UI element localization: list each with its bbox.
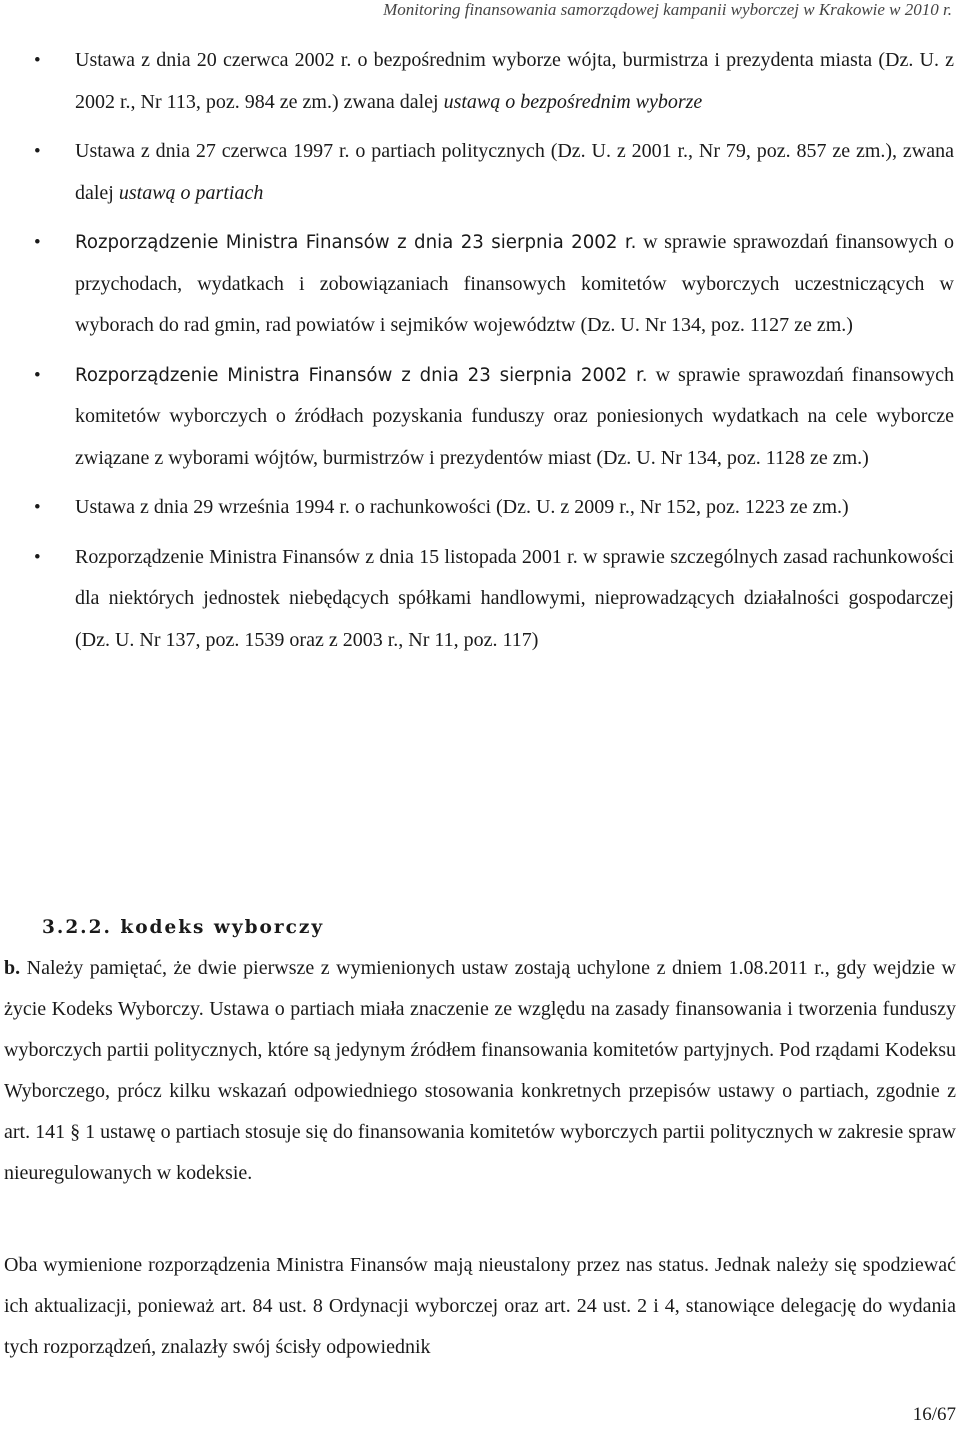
list-item-text: Ustawa z dnia 20 czerwca 2002 r. o bezpośrednim wyborze wójta, burmistrza i prezydenta miasta (Dz. U. z 2002 r., Nr 113, poz. 984 ze zm.) zwana dalej [75,49,954,113]
bullet-icon: • [34,141,41,162]
paragraph-text: Należy pamiętać, że dwie pierwsze z wymienionych ustaw zostają uchylone z dniem 1.08.2011 r., gdy wejdzie w życie Kodeks Wyborczy. Ustawa o partiach miała znaczenie ze względu na zasady finansowania i tworzenia funduszy wyborczych partii politycznych, które są jedynym źródłem finansowania komitetów partyjnych. Pod rządami Kodeksu Wyborczego, prócz kilku wskazań odpowiedniego stosowania konkretnych przepisów ustawy o partiach, zgodnie z art. 141 § 1 ustawę o partiach stosuje się do finansowania komitetów wyborczych partii politycznych w zakresie spraw nieuregulowanych w kodeksie. [4,957,956,1184]
list-item-text: Ustawa z dnia 27 czerwca 1997 r. o partiach politycznych (Dz. U. z 2001 r., Nr 79, poz. 857 ze zm.), zwana dalej [75,140,954,204]
list-item [0,131,960,214]
bullet-icon: • [34,50,41,71]
bullet-icon: • [34,364,41,386]
section-heading: 3.2.2. kodeks wyborczy [42,917,325,938]
bullet-icon: • [34,546,41,568]
list-item [0,487,960,529]
list-item-text: w sprawie sprawozdań finansowych komitetów wyborczych o źródłach pozyskania funduszy oraz poniesionych wydatkach na cele wyborcze związane z wyborami wójtów, burmistrzów i prezydentów miast (Dz. U. Nr 134, poz. 1128 ze zm.) [75,363,954,469]
body-paragraph [4,1245,956,1368]
page-number: 16/67 [912,1404,956,1425]
paragraph-marker: b. [4,957,21,979]
running-header: Monitoring finansowania samorządowej kampanii wyborczej w Krakowie w 2010 r. [383,0,952,19]
list-item-lead: Rozporządzenie Ministra Finansów z dnia 23 sierpnia 2002 r. [75,232,637,253]
body-paragraph [4,948,956,1194]
bullet-icon: • [34,232,41,253]
list-item-emphasis: ustawą o partiach [118,181,264,204]
list-item-text: w sprawie sprawozdań finansowych o przychodach, wydatkach i zobowiązaniach finansowych komitetów wyborczych uczestniczących w wyborach do rad gmin, rad powiatów i sejmików województw (Dz. U. Nr 134, poz. 1127 ze zm.) [75,231,955,336]
paragraph-text: Oba wymienione rozporządzenia Ministra Finansów mają nieustalony przez nas status. Jednak należy się spodziewać ich aktualizacji, ponieważ art. 84 ust. 8 Ordynacji wyborczej oraz art. 24 ust. 2 i 4, stanowiące delegację do wydania tych rozporządzeń, znalazły swój ścisły odpowiednik [4,1254,956,1358]
list-item [0,537,960,662]
list-item-lead: Rozporządzenie Ministra Finansów z dnia 23 sierpnia 2002 r. [75,364,648,386]
list-item [0,355,960,480]
bullet-icon: • [34,497,41,518]
list-item-text: Rozporządzenie Ministra Finansów z dnia 15 listopada 2001 r. w sprawie szczególnych zasad rachunkowości dla niektórych jednostek niebędących spółkami handlowymi, nieprowadzących działalności gospodarczej (Dz. U. Nr 137, poz. 1539 oraz z 2003 r., Nr 11, poz. 117) [75,545,954,651]
list-item-text: Ustawa z dnia 29 września 1994 r. o rachunkowości (Dz. U. z 2009 r., Nr 152, poz. 1223 ze zm.) [75,496,849,518]
list-item-emphasis: ustawą o bezpośrednim wyborze [443,90,703,113]
bullet-list [0,40,960,669]
list-item [0,40,960,123]
list-item [0,222,960,347]
